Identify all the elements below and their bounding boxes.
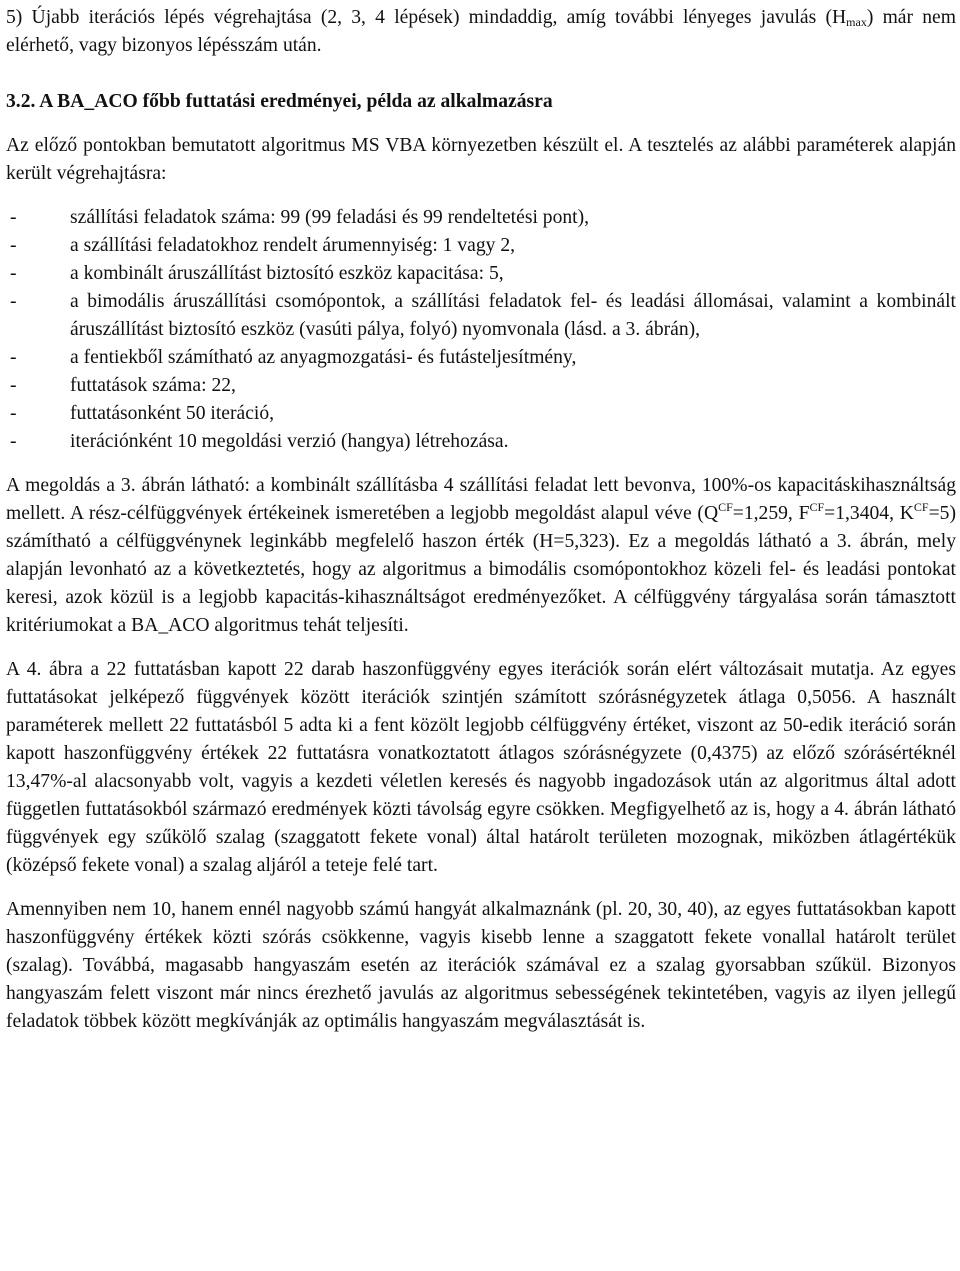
dash-bullet: - bbox=[10, 375, 17, 396]
superscript-cf: CF bbox=[718, 500, 733, 514]
dash-bullet: - bbox=[10, 431, 17, 452]
superscript-cf: CF bbox=[809, 500, 825, 514]
dash-bullet: - bbox=[10, 347, 17, 368]
section-heading: 3.2. A BA_ACO főbb futtatási eredményei, példa az alkalmazásra bbox=[6, 91, 553, 112]
figure-4-paragraph: A 4. ábra a 22 futtatásban kapott 22 darab haszonfüggvény egyes iterációk során elért változásait mutatja. Az egyes futtatásokat jelképező függvények között iterációk szintjén számított szórásnégyzetek átlaga 0,5056. A használt paraméterek mellett 22 futtatásból 5 adta ki a fent közölt legjobb célfüggvény értéket, viszont az 50-edik iteráció során kapott haszonfüggvény értékek 22 futtatásra vonatkoztatott átlagos szórásnégyzete (0,4375) az előző szórásértéknél 13,47%-al alacsonyabb volt, vagyis a kezdeti véletlen keresés és nagyobb ingadozások után az algoritmus által adott független futtatásokból származó eredmények közti távolság egyre csökken. Megfigyelhető az is, hogy a 4. ábrán látható függvények egy szűkölő szalag (szaggatott fekete vonal) által határolt területen mozognak, miközben átlagértékük (középső fekete vonal) a szalag aljáról a teteje felé tart. bbox=[6, 659, 956, 876]
subscript-max: max bbox=[846, 15, 867, 29]
list-item: - a bimodális áruszállítási csomópontok, a szállítási feladatok fel- és leadási állomásai, valamint a kombinált áruszállítást biztosító eszköz (vasúti pálya, folyó) nyomvonala (lásd. a 3. ábrán), bbox=[6, 288, 956, 344]
dash-bullet: - bbox=[10, 403, 17, 424]
list-item: - a fentiekből számítható az anyagmozgatási- és futásteljesítmény, bbox=[6, 344, 956, 372]
intro-paragraph: Az előző pontokban bemutatott algoritmus MS VBA környezetben készült el. A tesztelés az alábbi paraméterek alapján került végrehajtásra: bbox=[6, 135, 956, 184]
list-item: - a szállítási feladatokhoz rendelt árumennyiség: 1 vagy 2, bbox=[6, 232, 956, 260]
step-5-paragraph: 5) Újabb iterációs lépés végrehajtása (2, 3, 4 lépések) mindaddig, amíg további lényeges javulás $(H_{max})$ már nem elérhető, vagy bizonyos lépésszám után. bbox=[6, 7, 956, 56]
list-item: - futtatások száma: 22, bbox=[6, 372, 956, 400]
list-item: - futtatásonként 50 iteráció, bbox=[6, 400, 956, 428]
dash-bullet: - bbox=[10, 263, 17, 284]
dash-bullet: - bbox=[10, 207, 17, 228]
superscript-cf: CF bbox=[913, 500, 929, 514]
parameter-list bbox=[6, 204, 956, 456]
list-item: - a kombinált áruszállítást biztosító eszköz kapacitása: 5, bbox=[6, 260, 956, 288]
solution-paragraph: A megoldás a 3. ábrán látható: a kombinált szállításba 4 szállítási feladat lett bevonva, 100%-os kapacitáskihasználtság mellett. A rész-célfüggvények értékeinek ismeretében a legjobb megoldást alapul véve ($Q^{CF}=1,259$, $F^{CF}=1,3404$, $K^{CF}=5$) számítható a célfüggvénynek leginkább megfelelő haszon érték (H=5,323). Ez a megoldás látható a 3. ábrán, mely alapján levonható az a következtetés, hogy az algoritmus a bimodális csomópontokhoz közeli fel- és leadási pontokat keresi, azok közül is a legjobb kapacitás-kihasználtságot eredményezőket. A célfüggvény tárgyalása során támasztott kritériumokat a BA_ACO algoritmus tehát teljesíti. bbox=[6, 475, 956, 636]
dash-bullet: - bbox=[10, 291, 17, 312]
dash-bullet: - bbox=[10, 235, 17, 256]
list-item: - iterációnként 10 megoldási verzió (hangya) létrehozása. bbox=[6, 428, 956, 456]
list-item: - szállítási feladatok száma: 99 (99 feladási és 99 rendeltetési pont), bbox=[6, 204, 956, 232]
ant-count-paragraph: Amennyiben nem 10, hanem ennél nagyobb számú hangyát alkalmaznánk (pl. 20, 30, 40), az egyes futtatásokban kapott haszonfüggvény értékek közti szórás csökkenne, vagyis kisebb lenne a szaggatott fekete vonallal határolt terület (szalag). Továbbá, magasabb hangyaszám esetén az iterációk számával ez a szalag gyorsabban szűkül. Bizonyos hangyaszám felett viszont már nincs érezhető javulás az algoritmus sebességének tekintetében, vagyis az ilyen jellegű feladatok többek között megkívánják az optimális hangyaszám megválasztását is. bbox=[6, 899, 956, 1032]
